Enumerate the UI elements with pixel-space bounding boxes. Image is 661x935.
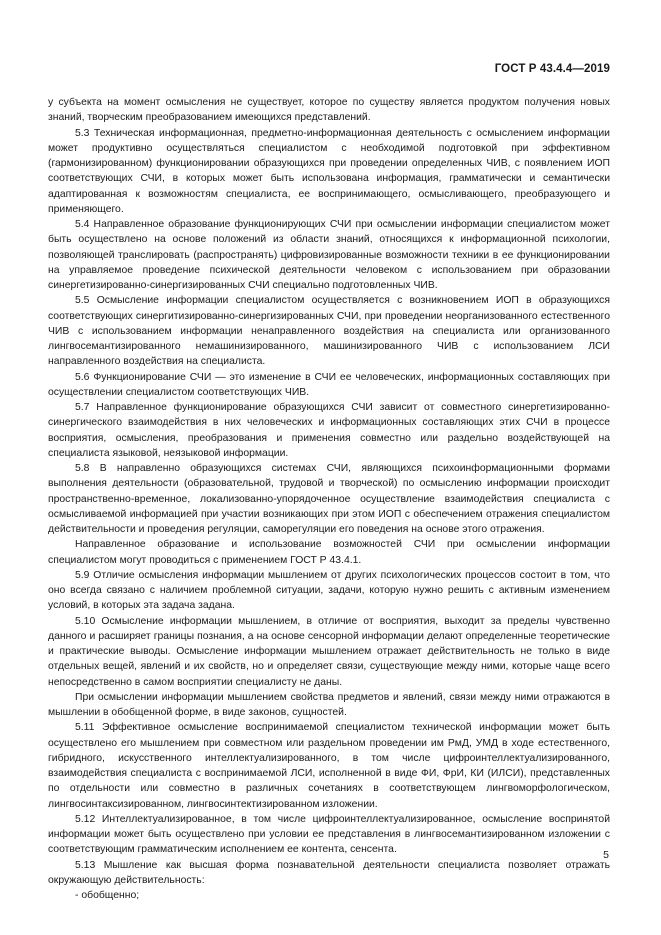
paragraph: 5.12 Интеллектуализированное, в том числе цифроинтеллектуализированное, осмысление воспринятой информации может быть осуществлено при условии ее представления в лингвосемантизированном изложении с соответствующим грамматическим исполнением ее контента, сенсента. (48, 813, 610, 856)
paragraph: у субъекта на момент осмысления не существует, которое по существу является продуктом получения новых знаний, творческим преобразованием имеющихся представлений. (48, 97, 610, 124)
paragraph: 5.6 Функционирование СЧИ — это изменение в СЧИ ее человеческих, информационных составляющих при осуществлении специалистом соответствующих ЧИВ. (48, 371, 610, 398)
document-code-header: ГОСТ Р 43.4.4—2019 (494, 63, 610, 75)
paragraph: При осмыслении информации мышлением свойства предметов и явлений, связи между ними отражаются в мышлении в обобщенной форме, в виде законов, сущностей. (48, 691, 610, 718)
paragraph: 5.10 Осмысление информации мышлением, в отличие от восприятия, выходит за пределы чувственно данного и расширяет границы познания, а на основе сенсорной информации делают определенные теоретические и практические выводы. Осмысление информации мышлением отражает действительность не только в виде отдельных вещей, явлений и их свойств, но и определяет связи, существующие между ними, которые чаще всего непосредственно в самом восприятии специалисту не даны. (48, 615, 610, 688)
paragraph: - обобщенно; (75, 890, 140, 901)
paragraph: 5.4 Направленное образование функционирующих СЧИ при осмыслении информации специалистом может быть осуществлено на основе положений из области знаний, относящихся к информационной психологии, позволяющей транслировать (распространять) цифровизированные возможности техники в ее функционировании на управляемое проведение психической деятельности человеком с использованием при образовании синергетизированно-синергизированных СЧИ специально подготовленных ЧИВ. (48, 219, 610, 291)
page-number: 5 (603, 849, 609, 861)
paragraph: 5.9 Отличие осмысления информации мышлением от других психологических процессов состоит в том, что оно всегда связано с наличием проблемной ситуации, задачи, которую нужно решить с активным изменением условий, в которых эта задача задана. (48, 569, 610, 612)
paragraph: 5.5 Осмысление информации специалистом осуществляется с возникновением ИОП в образующихся соответствующих синергитизированно-синергизированных СЧИ, при проведении неорганизованного естественного ЧИВ с использованием информации ненаправленного воздействия на специалиста или организованного лингвосемантизированного немашинизированного, машинизированного ЧИВ с использованием ЛСИ направленного воздействия на специалиста. (48, 295, 610, 368)
paragraph: Направленное образование и использование возможностей СЧИ при осмыслении информации специалистом могут проводиться с применением ГОСТ Р 43.4.1. (48, 539, 610, 566)
paragraph: 5.3 Техническая информационная, предметно-информационная деятельность с осмыслением информации может продуктивно осуществляться специалистом с необходимой подготовкой при эффективном (гармонизированном) функционировании образующихся при проведении определенных ЧИВ, с появлением ИОП соответствующих СЧИ, в которых может быть использована информация, грамматически и семантически адаптированная к возможностям специалиста, ее воспринимающего, осмысливающего, преобразующего и применяющего. (48, 127, 610, 215)
paragraph: 5.11 Эффективное осмысление воспринимаемой специалистом технической информации может быть осуществлено его мышлением при совместном или раздельном проведении им РмД, УМД в ходе естественного, гибридного, искусственного интеллектуализированного, в том числе цифроинтеллектуализированного, взаимодействия специалиста с воспринимаемой ЛСИ, исполненной в виде ФИ, ФрИ, КИ (ИЛСИ), представленных по отдельности или совместно в различных сочетаниях в соответствующем лингвоморфологическом, лингвосинтаксизированном, лингвосинтектизированном изложении. (48, 722, 610, 810)
paragraph: 5.13 Мышление как высшая форма познавательной деятельности специалиста позволяет отражать окружающую действительность: (48, 859, 610, 886)
paragraph: 5.8 В направленно образующихся системах СЧИ, являющихся психоинформационными формами выполнения деятельности (образовательной, трудовой и творческой) по осмыслению информации происходит пространственно-временное, локализованно-упорядоченное осуществление взаимодействия специалиста с осмысливаемой информацией при участии возникающих при этом ИОП с обеспечением отражения специалистом действительности и проведения регуляции, саморегуляции его поведения на основе этого отражения. (48, 463, 610, 535)
paragraph: 5.7 Направленное функционирование образующихся СЧИ зависит от совместного синергетизированно-синергического взаимодействия в них человеческих и информационных составляющих этих СЧИ в процессе восприятия, осмысления, преобразования и применения совместно или раздельно воздействующей на специалиста языковой, неязыковой информации. (48, 402, 610, 459)
body-text (48, 95, 610, 903)
